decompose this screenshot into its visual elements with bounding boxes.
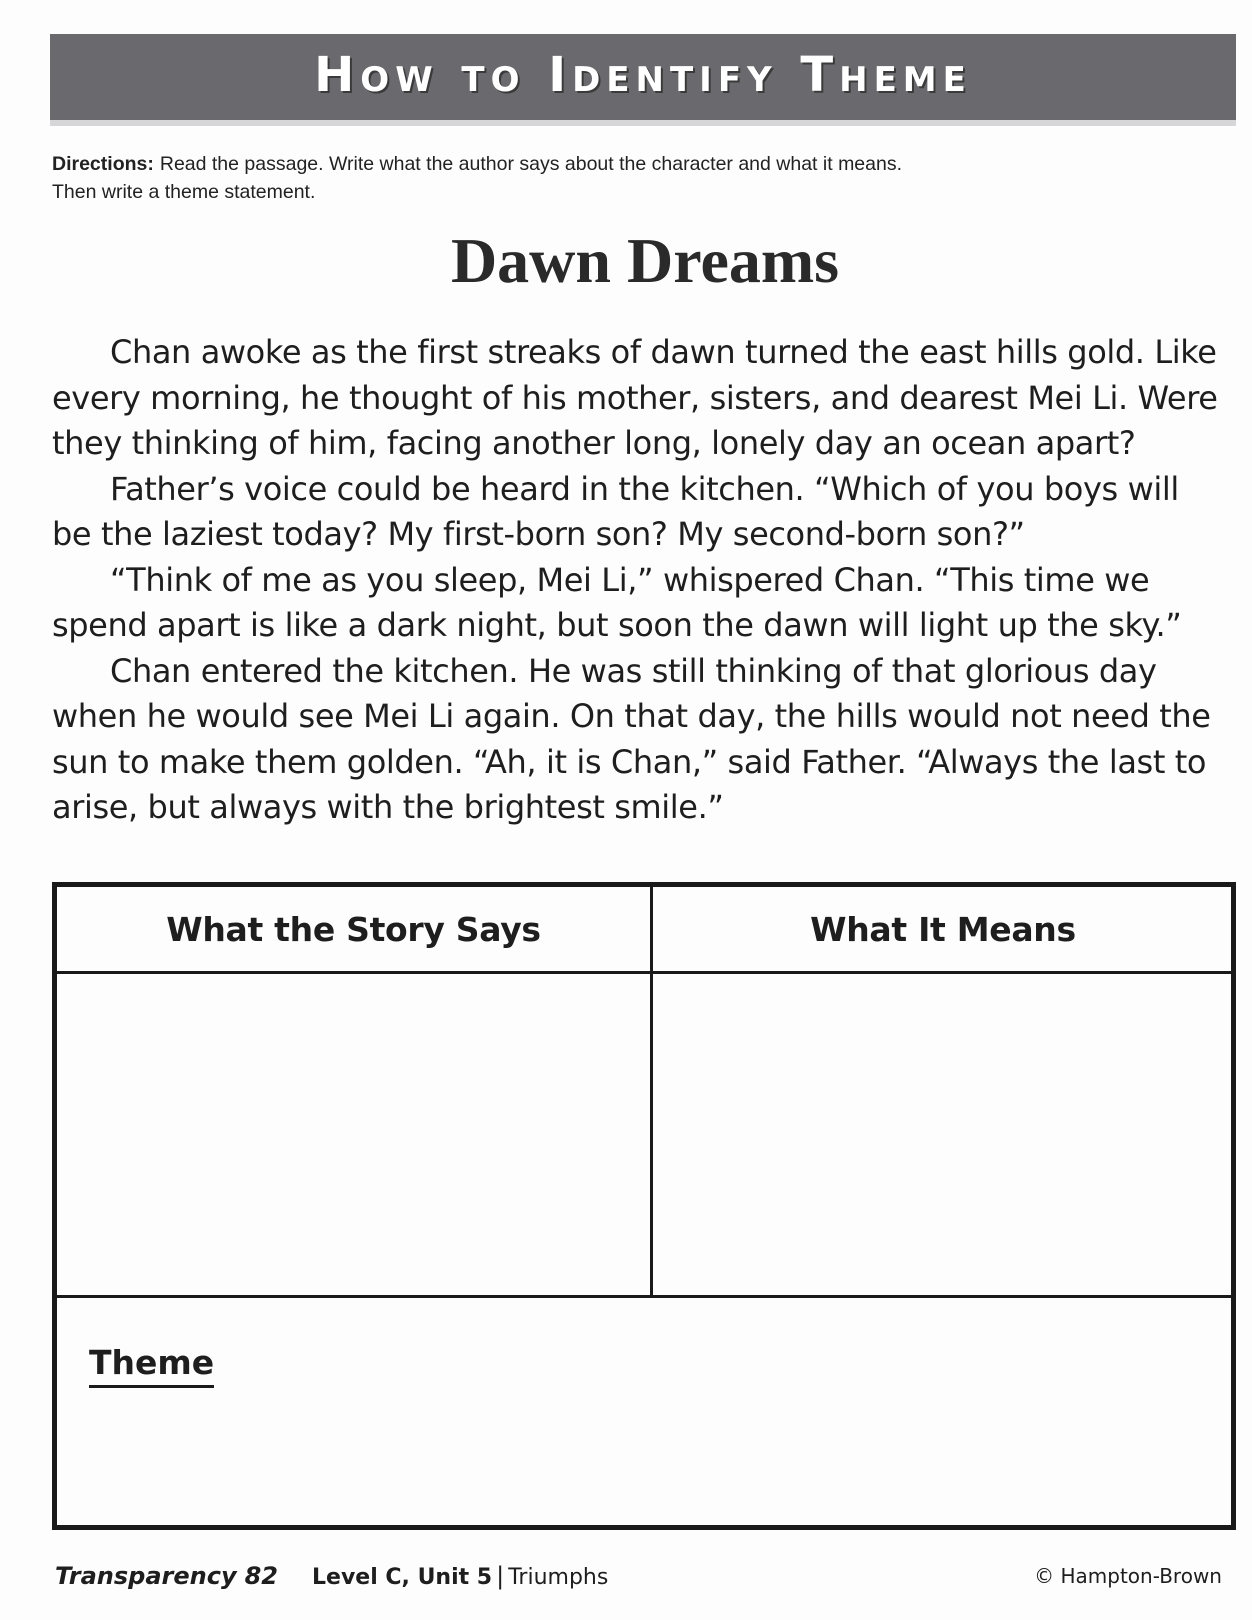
title-banner — [50, 34, 1236, 126]
directions — [52, 150, 912, 206]
story-passage — [52, 330, 1227, 831]
passage-paragraph: Father’s voice could be heard in the kitchen. “Which of you boys will be the laziest today? My first-born son? My second-born son?” — [52, 469, 1179, 553]
page-title: How to Identify Theme — [314, 47, 972, 103]
directions-text: Read the passage. Write what the author says about the character and what it means. Then write a theme statement. — [52, 153, 903, 203]
copyright-notice: © Hampton-Brown — [1034, 1564, 1222, 1588]
footer-separator: | — [496, 1562, 505, 1590]
level-unit: Level C, Unit 5 — [312, 1565, 493, 1590]
story-says-answer-box[interactable] — [57, 974, 650, 1295]
column-header-what-story-says: What the Story Says — [166, 909, 541, 949]
it-means-answer-box[interactable] — [653, 974, 1231, 1295]
theme-organizer-table — [52, 882, 1236, 1530]
transparency-label — [55, 1562, 278, 1590]
program-name: Triumphs — [508, 1565, 609, 1590]
passage-paragraph: “Think of me as you sleep, Mei Li,” whispered Chan. “This time we spend apart is like a dark night, but soon the dawn will light up the sky.” — [52, 560, 1182, 644]
passage-paragraph: Chan awoke as the first streaks of dawn turned the east hills gold. Like every morning, he thought of his mother, sisters, and dearest Mei Li. Were they thinking of him, facing another long, lonely day an ocean apart? — [52, 333, 1218, 462]
transparency-number: 82 — [244, 1562, 278, 1590]
theme-label: Theme — [89, 1343, 214, 1388]
footer-credits — [55, 1562, 608, 1590]
directions-label: Directions: — [52, 153, 154, 175]
theme-answer-box[interactable] — [57, 1298, 1231, 1525]
column-header-what-it-means: What It Means — [810, 909, 1076, 949]
story-title: Dawn Dreams — [450, 225, 840, 296]
transparency-word: Transparency — [55, 1562, 237, 1590]
passage-paragraph: Chan entered the kitchen. He was still thinking of that glorious day when he would see Mei Li again. On that day, the hills would not need the sun to make them golden. “Ah, it is Chan,” said Father. “Always the last to arise, but always with the brightest smile.” — [52, 651, 1211, 826]
